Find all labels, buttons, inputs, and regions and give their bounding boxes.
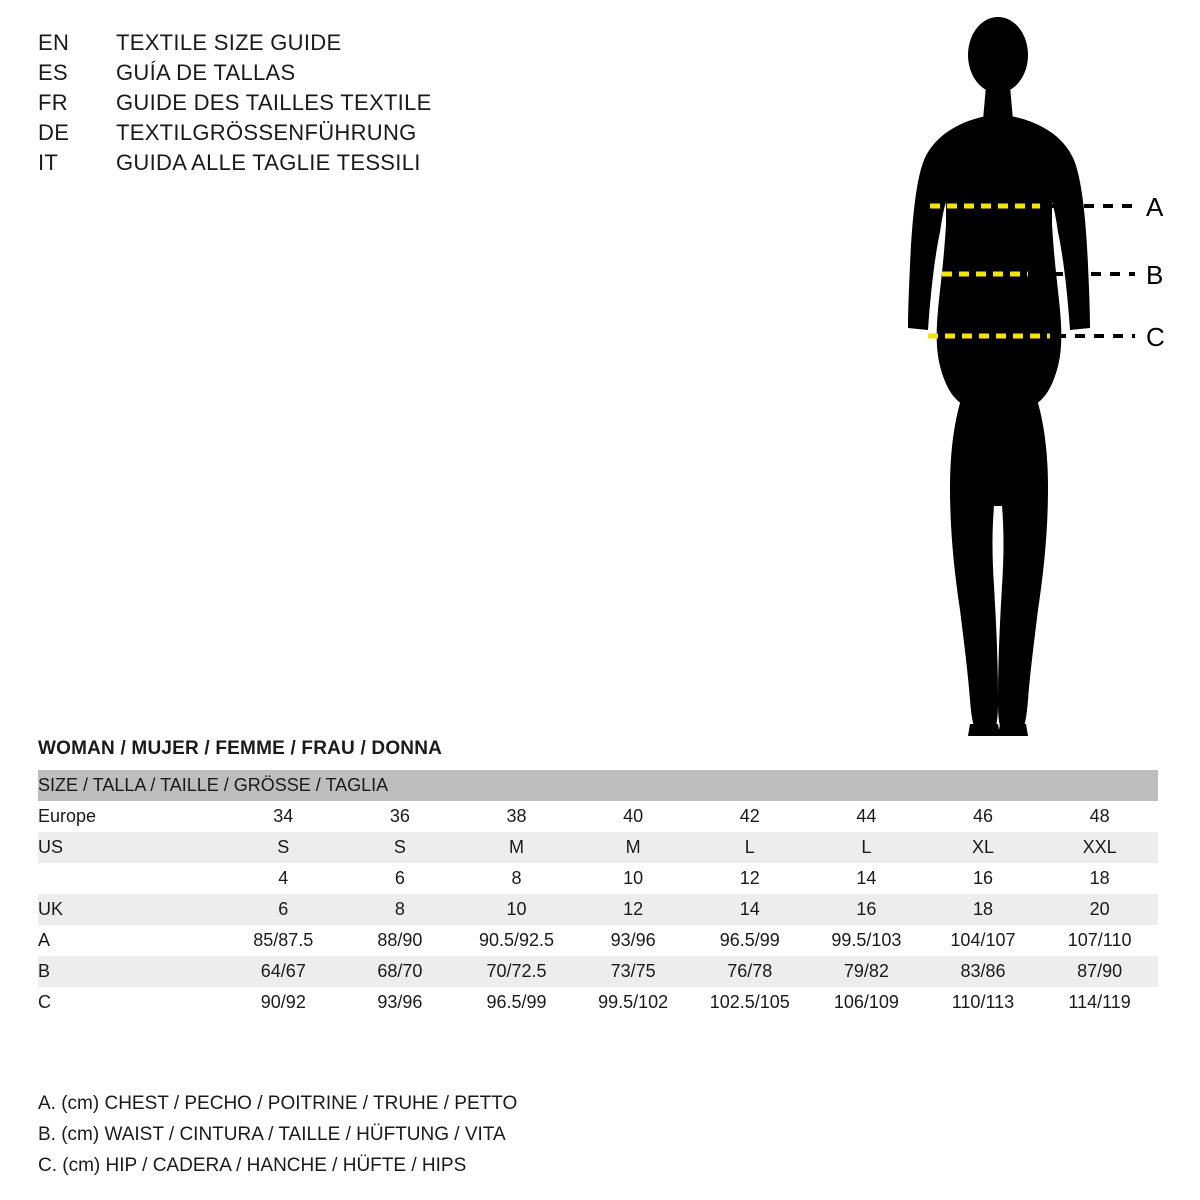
cell-europe-3: 40 — [575, 801, 692, 832]
cell-us-2: M — [458, 832, 575, 863]
cell-b-7: 87/90 — [1041, 956, 1158, 987]
language-row-de — [38, 120, 658, 150]
table-row — [38, 956, 1158, 987]
cell-europe-2: 38 — [458, 801, 575, 832]
table-caption: WOMAN / MUJER / FEMME / FRAU / DONNA — [38, 738, 443, 759]
language-row-it — [38, 150, 658, 180]
cell-usnum-2: 8 — [458, 863, 575, 894]
cell-a-4: 96.5/99 — [691, 925, 808, 956]
cell-b-6: 83/86 — [925, 956, 1042, 987]
cell-a-2: 90.5/92.5 — [458, 925, 575, 956]
cell-uk-3: 12 — [575, 894, 692, 925]
table-header-row — [38, 770, 1158, 801]
cell-us-7: XXL — [1041, 832, 1158, 863]
cell-usnum-6: 16 — [925, 863, 1042, 894]
cell-b-1: 68/70 — [342, 956, 459, 987]
cell-c-5: 106/109 — [808, 987, 925, 1018]
cell-b-2: 70/72.5 — [458, 956, 575, 987]
measurement-legend — [38, 1088, 938, 1181]
cell-us-6: XL — [925, 832, 1042, 863]
cell-b-3: 73/75 — [575, 956, 692, 987]
cell-a-6: 104/107 — [925, 925, 1042, 956]
row-label-uk: UK — [38, 894, 225, 925]
cell-b-0: 64/67 — [225, 956, 342, 987]
table-row — [38, 925, 1158, 956]
language-title-de: TEXTILGRÖSSENFÜHRUNG — [116, 120, 417, 145]
cell-us-0: S — [225, 832, 342, 863]
footnote-c: C. (cm) HIP / CADERA / HANCHE / HÜFTE / HIPS — [38, 1155, 467, 1176]
cell-europe-4: 42 — [691, 801, 808, 832]
footnote-b: B. (cm) WAIST / CINTURA / TAILLE / HÜFTUNG / VITA — [38, 1124, 506, 1145]
row-label-c: C — [38, 987, 225, 1018]
cell-c-7: 114/119 — [1041, 987, 1158, 1018]
cell-usnum-5: 14 — [808, 863, 925, 894]
table-row — [38, 832, 1158, 863]
cell-europe-1: 36 — [342, 801, 459, 832]
cell-uk-0: 6 — [225, 894, 342, 925]
cell-uk-4: 14 — [691, 894, 808, 925]
marker-label-c: C — [1146, 322, 1165, 352]
cell-b-4: 76/78 — [691, 956, 808, 987]
cell-a-3: 93/96 — [575, 925, 692, 956]
table-header-label: SIZE / TALLA / TAILLE / GRÖSSE / TAGLIA — [38, 770, 1158, 801]
cell-c-1: 93/96 — [342, 987, 459, 1018]
cell-c-3: 99.5/102 — [575, 987, 692, 1018]
language-code-en: EN — [38, 30, 70, 55]
cell-usnum-3: 10 — [575, 863, 692, 894]
row-label-europe: Europe — [38, 801, 225, 832]
cell-c-2: 96.5/99 — [458, 987, 575, 1018]
size-table-section — [38, 738, 1158, 1018]
cell-usnum-0: 4 — [225, 863, 342, 894]
language-title-en: TEXTILE SIZE GUIDE — [116, 30, 342, 55]
cell-a-0: 85/87.5 — [225, 925, 342, 956]
language-title-fr: GUIDE DES TAILLES TEXTILE — [116, 90, 432, 115]
language-title-es: GUÍA DE TALLAS — [116, 60, 296, 85]
body-measurement-figure — [850, 10, 1190, 740]
language-code-fr: FR — [38, 90, 68, 115]
size-table — [38, 770, 1158, 1018]
language-title-it: GUIDA ALLE TAGLIE TESSILI — [116, 150, 421, 175]
cell-us-1: S — [342, 832, 459, 863]
cell-uk-1: 8 — [342, 894, 459, 925]
cell-a-5: 99.5/103 — [808, 925, 925, 956]
footnote-a: A. (cm) CHEST / PECHO / POITRINE / TRUHE / PETTO — [38, 1093, 518, 1114]
cell-europe-5: 44 — [808, 801, 925, 832]
cell-us-4: L — [691, 832, 808, 863]
cell-usnum-1: 6 — [342, 863, 459, 894]
cell-europe-0: 34 — [225, 801, 342, 832]
table-row — [38, 801, 1158, 832]
cell-a-7: 107/110 — [1041, 925, 1158, 956]
language-code-es: ES — [38, 60, 68, 85]
row-label-us-numeric — [38, 863, 225, 894]
language-row-en — [38, 30, 658, 60]
marker-label-b: B — [1146, 260, 1164, 290]
language-title-list — [38, 30, 658, 180]
cell-us-5: L — [808, 832, 925, 863]
row-label-b: B — [38, 956, 225, 987]
cell-uk-5: 16 — [808, 894, 925, 925]
language-row-es — [38, 60, 658, 90]
cell-europe-6: 46 — [925, 801, 1042, 832]
table-row — [38, 863, 1158, 894]
cell-b-5: 79/82 — [808, 956, 925, 987]
table-row — [38, 894, 1158, 925]
cell-uk-7: 20 — [1041, 894, 1158, 925]
cell-europe-7: 48 — [1041, 801, 1158, 832]
row-label-us: US — [38, 832, 225, 863]
cell-usnum-7: 18 — [1041, 863, 1158, 894]
cell-c-4: 102.5/105 — [691, 987, 808, 1018]
female-silhouette-icon — [908, 17, 1090, 736]
table-row — [38, 987, 1158, 1018]
cell-c-0: 90/92 — [225, 987, 342, 1018]
cell-a-1: 88/90 — [342, 925, 459, 956]
language-code-it: IT — [38, 150, 59, 175]
cell-uk-6: 18 — [925, 894, 1042, 925]
cell-us-3: M — [575, 832, 692, 863]
cell-c-6: 110/113 — [925, 987, 1042, 1018]
language-row-fr — [38, 90, 658, 120]
marker-label-a: A — [1146, 192, 1164, 222]
row-label-a: A — [38, 925, 225, 956]
cell-usnum-4: 12 — [691, 863, 808, 894]
cell-uk-2: 10 — [458, 894, 575, 925]
language-code-de: DE — [38, 120, 70, 145]
